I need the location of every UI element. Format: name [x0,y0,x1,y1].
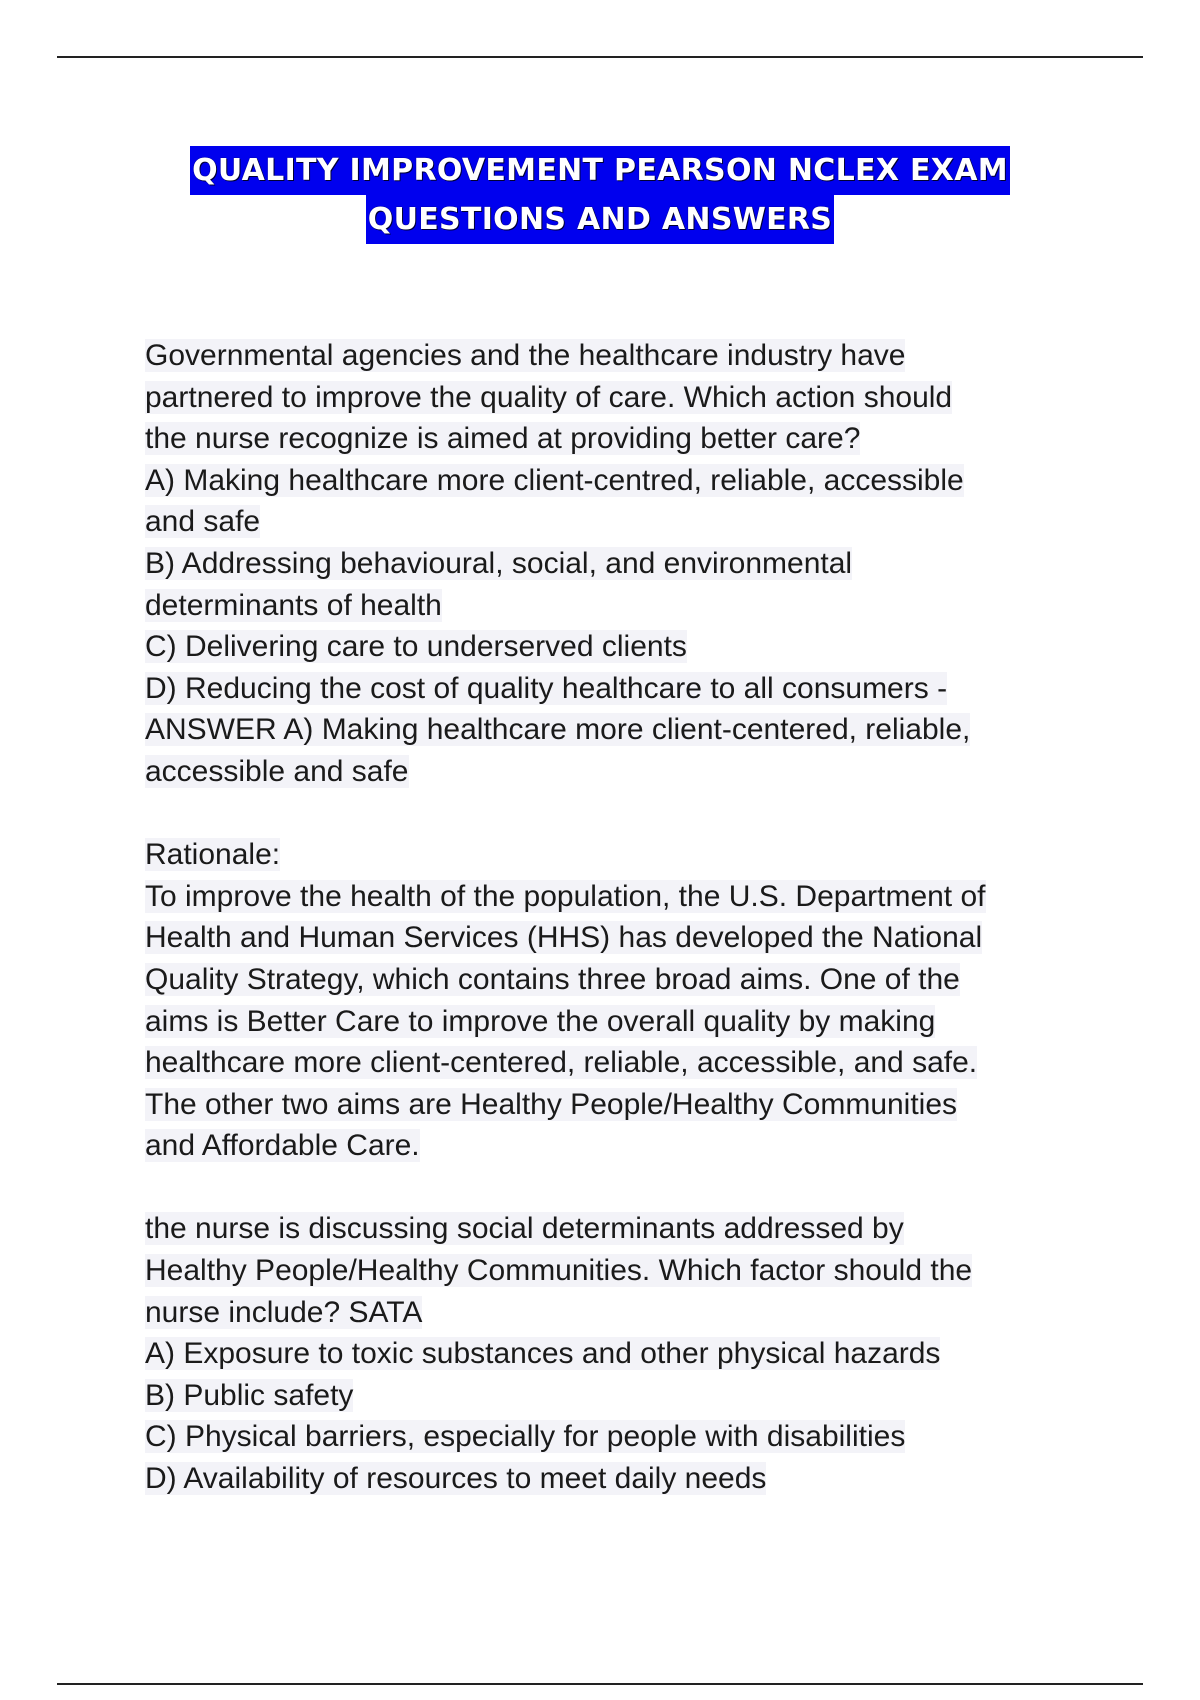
question-stem-line: Healthy People/Healthy Communities. Which factor should the [145,1254,973,1288]
top-divider [57,56,1143,58]
answer-option-line: D) Reducing the cost of quality healthcare to all consumers - [145,671,948,705]
question-stem-line: the nurse is discussing social determinants addressed by [145,1212,904,1246]
rationale-line: The other two aims are Healthy People/Healthy Communities [145,1087,958,1121]
rationale-heading: Rationale: [145,838,281,872]
question-stem-line: the nurse recognize is aimed at providing better care? [145,422,861,456]
rationale-line: aims is Better Care to improve the overall quality by making [145,1004,936,1038]
bottom-divider [57,1683,1143,1685]
rationale [145,834,1075,1167]
title-line-2: QUESTIONS AND ANSWERS [366,195,834,244]
document-body [145,335,1075,1500]
answer-key-line: accessible and safe [145,754,409,788]
answer-option-line: C) Delivering care to underserved clients [145,630,687,664]
answer-option-line: A) Exposure to toxic substances and other physical hazards [145,1337,941,1371]
paragraph-gap [145,1167,1075,1209]
answer-option-line: determinants of health [145,588,442,622]
rationale-line: healthcare more client-centered, reliable, accessible, and safe. [145,1046,978,1080]
answer-option-line: B) Addressing behavioural, social, and environmental [145,546,853,580]
paragraph-gap [145,793,1075,835]
rationale-line: To improve the health of the population, the U.S. Department of [145,879,986,913]
rationale-line: and Affordable Care. [145,1129,420,1163]
question-stem-line: nurse include? SATA [145,1295,423,1329]
rationale-line: Health and Human Services (HHS) has developed the National [145,921,983,955]
question-stem-line: Governmental agencies and the healthcare industry have [145,339,906,372]
question-1 [145,335,1075,793]
answer-key-line: ANSWER A) Making healthcare more client-centered, reliable, [145,713,971,747]
document-title [0,146,1200,244]
answer-option-line: B) Public safety [145,1378,354,1412]
answer-option-line: and safe [145,505,261,539]
rationale-line: Quality Strategy, which contains three broad aims. One of the [145,962,960,996]
title-line-1: QUALITY IMPROVEMENT PEARSON NCLEX EXAM [190,146,1010,195]
question-2 [145,1208,1075,1499]
answer-option-line: C) Physical barriers, especially for people with disabilities [145,1420,906,1454]
question-stem-line: partnered to improve the quality of care. Which action should [145,380,953,414]
answer-option-line: D) Availability of resources to meet daily needs [145,1462,767,1496]
answer-option-line: A) Making healthcare more client-centred, reliable, accessible [145,463,964,497]
